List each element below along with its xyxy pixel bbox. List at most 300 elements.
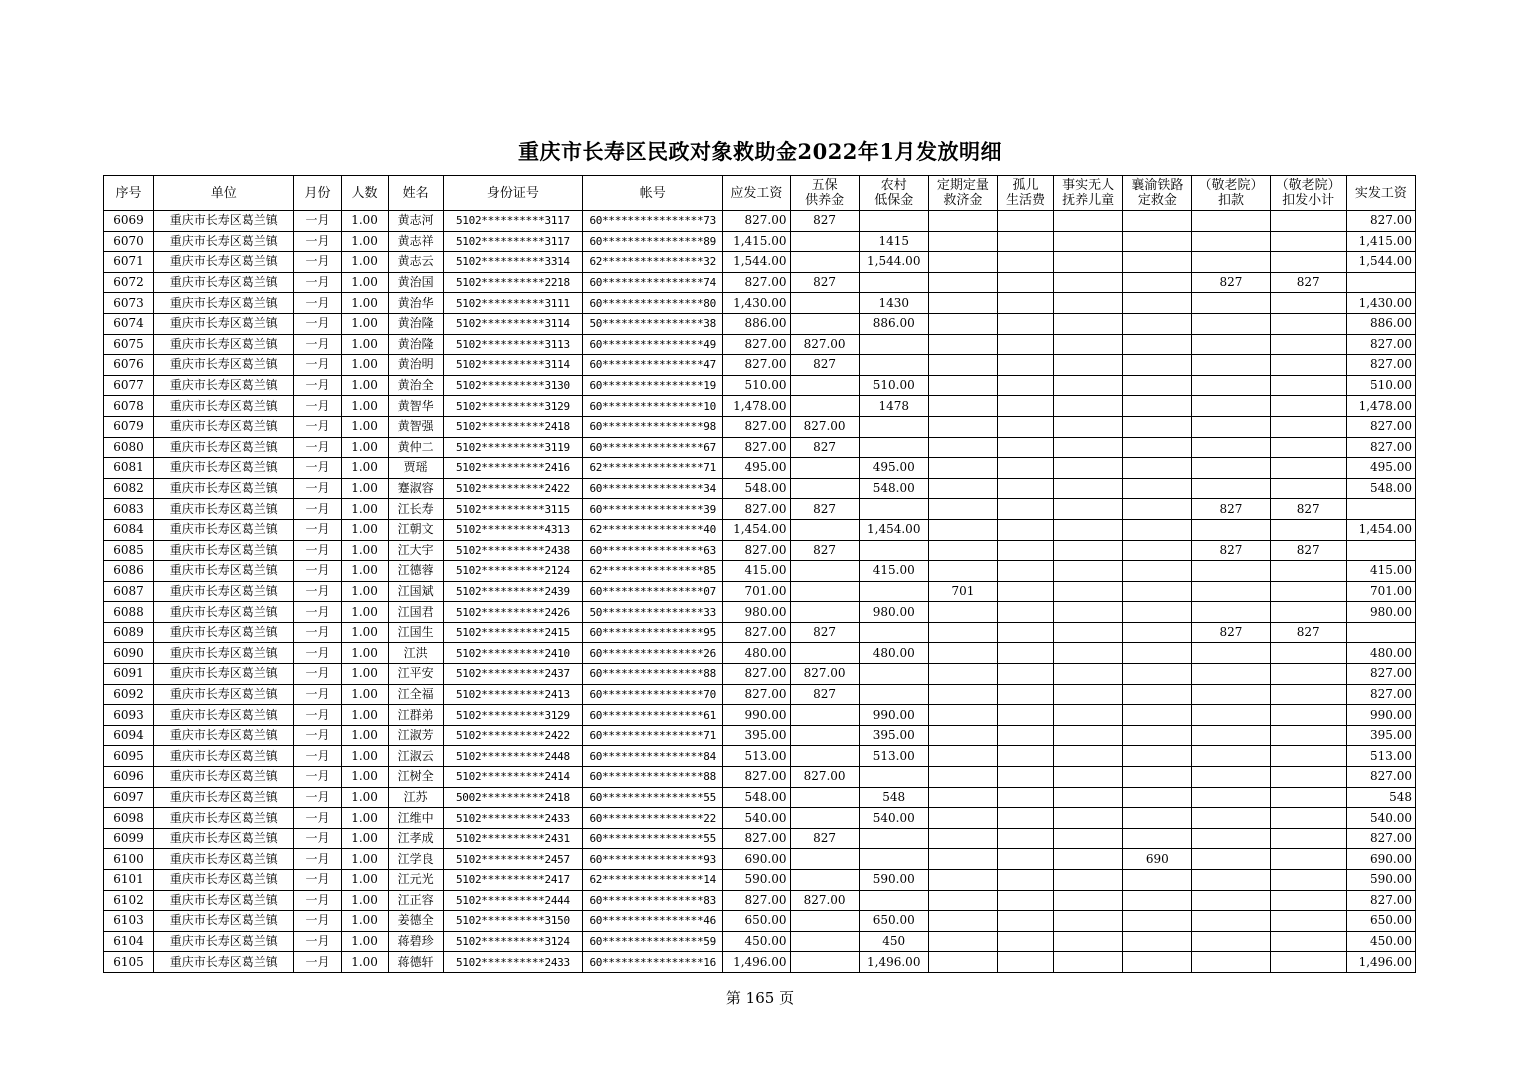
table-cell bbox=[997, 705, 1053, 726]
table-cell: 1.00 bbox=[341, 252, 388, 273]
table-cell bbox=[1054, 828, 1123, 849]
table-cell bbox=[997, 664, 1053, 685]
table-cell: 6070 bbox=[104, 231, 154, 252]
table-cell: 1,454.00 bbox=[723, 519, 790, 540]
table-cell: 1.00 bbox=[341, 684, 388, 705]
table-cell: 重庆市长寿区葛兰镇 bbox=[154, 313, 294, 334]
table-cell bbox=[997, 622, 1053, 643]
column-header: 五保 供养金 bbox=[790, 176, 859, 211]
table-cell bbox=[1270, 849, 1346, 870]
table-cell bbox=[1123, 643, 1192, 664]
table-cell bbox=[1270, 252, 1346, 273]
table-cell: 5102**********3111 bbox=[443, 293, 582, 314]
table-cell: 395.00 bbox=[1346, 725, 1415, 746]
table-cell: 黄志河 bbox=[388, 211, 443, 232]
table-cell: 5102**********2124 bbox=[443, 561, 582, 582]
table-cell: 60****************80 bbox=[583, 293, 723, 314]
table-cell: 一月 bbox=[294, 643, 341, 664]
table-cell: 827.00 bbox=[723, 416, 790, 437]
table-cell: 60****************55 bbox=[583, 828, 723, 849]
table-cell bbox=[1192, 252, 1270, 273]
table-cell bbox=[997, 231, 1053, 252]
table-cell: 重庆市长寿区葛兰镇 bbox=[154, 808, 294, 829]
table-cell: 一月 bbox=[294, 808, 341, 829]
table-cell bbox=[790, 849, 859, 870]
table-cell: 60****************63 bbox=[583, 540, 723, 561]
table-cell: 一月 bbox=[294, 211, 341, 232]
table-cell: 60****************98 bbox=[583, 416, 723, 437]
table-cell: 827.00 bbox=[790, 890, 859, 911]
table-cell bbox=[997, 581, 1053, 602]
table-cell bbox=[1192, 561, 1270, 582]
table-cell: 827.00 bbox=[723, 334, 790, 355]
table-cell: 827 bbox=[790, 622, 859, 643]
table-cell bbox=[997, 458, 1053, 479]
table-cell: 827 bbox=[790, 355, 859, 376]
table-cell: 重庆市长寿区葛兰镇 bbox=[154, 849, 294, 870]
table-cell: 450.00 bbox=[723, 931, 790, 952]
table-cell: 一月 bbox=[294, 252, 341, 273]
table-cell bbox=[1123, 808, 1192, 829]
table-cell bbox=[790, 746, 859, 767]
table-row bbox=[104, 540, 1416, 561]
table-cell bbox=[1123, 684, 1192, 705]
table-cell: 5102**********3124 bbox=[443, 931, 582, 952]
table-cell: 蒋碧珍 bbox=[388, 931, 443, 952]
table-cell: 827.00 bbox=[1346, 684, 1415, 705]
table-cell: 650.00 bbox=[1346, 911, 1415, 932]
table-cell: 827.00 bbox=[723, 664, 790, 685]
table-cell bbox=[1054, 849, 1123, 870]
table-cell: 6082 bbox=[104, 478, 154, 499]
table-cell bbox=[928, 519, 997, 540]
table-cell bbox=[1270, 293, 1346, 314]
table-cell: 一月 bbox=[294, 849, 341, 870]
table-cell bbox=[1346, 272, 1415, 293]
table-cell: 一月 bbox=[294, 952, 341, 973]
table-cell bbox=[1054, 602, 1123, 623]
table-cell: 江正容 bbox=[388, 890, 443, 911]
table-cell: 50****************38 bbox=[583, 313, 723, 334]
table-cell: 60****************10 bbox=[583, 396, 723, 417]
table-row bbox=[104, 828, 1416, 849]
table-cell bbox=[1123, 705, 1192, 726]
table-row bbox=[104, 746, 1416, 767]
table-cell bbox=[928, 540, 997, 561]
table-cell: 6088 bbox=[104, 602, 154, 623]
table-cell bbox=[1192, 211, 1270, 232]
table-row bbox=[104, 375, 1416, 396]
table-cell: 江国生 bbox=[388, 622, 443, 643]
table-cell: 548.00 bbox=[723, 478, 790, 499]
table-cell: 827.00 bbox=[723, 540, 790, 561]
table-cell bbox=[1192, 313, 1270, 334]
table-cell bbox=[790, 602, 859, 623]
table-cell: 江国君 bbox=[388, 602, 443, 623]
table-cell: 江树全 bbox=[388, 767, 443, 788]
table-cell bbox=[928, 890, 997, 911]
table-cell: 495.00 bbox=[723, 458, 790, 479]
table-cell bbox=[1123, 870, 1192, 891]
table-cell: 701.00 bbox=[1346, 581, 1415, 602]
table-cell: 480.00 bbox=[859, 643, 928, 664]
table-cell: 60****************74 bbox=[583, 272, 723, 293]
table-cell: 1.00 bbox=[341, 808, 388, 829]
table-row bbox=[104, 622, 1416, 643]
table-cell: 5102**********2431 bbox=[443, 828, 582, 849]
table-cell: 827 bbox=[1192, 622, 1270, 643]
table-cell: 60****************19 bbox=[583, 375, 723, 396]
table-cell: 1478 bbox=[859, 396, 928, 417]
table-cell bbox=[997, 252, 1053, 273]
table-cell: 1,544.00 bbox=[1346, 252, 1415, 273]
table-row bbox=[104, 313, 1416, 334]
table-cell: 6081 bbox=[104, 458, 154, 479]
table-cell bbox=[1123, 931, 1192, 952]
table-cell bbox=[1054, 746, 1123, 767]
table-cell: 827 bbox=[1270, 499, 1346, 520]
table-cell bbox=[790, 458, 859, 479]
table-cell bbox=[1054, 705, 1123, 726]
table-cell: 一月 bbox=[294, 540, 341, 561]
table-cell: 5102**********4313 bbox=[443, 519, 582, 540]
table-cell bbox=[1192, 602, 1270, 623]
table-cell bbox=[1054, 437, 1123, 458]
table-cell bbox=[1054, 355, 1123, 376]
table-cell bbox=[1123, 437, 1192, 458]
table-cell bbox=[1192, 828, 1270, 849]
table-row bbox=[104, 808, 1416, 829]
table-cell bbox=[1123, 622, 1192, 643]
table-cell: 江长寿 bbox=[388, 499, 443, 520]
table-cell bbox=[1346, 499, 1415, 520]
table-cell bbox=[1270, 231, 1346, 252]
table-cell: 690.00 bbox=[1346, 849, 1415, 870]
table-cell: 60****************67 bbox=[583, 437, 723, 458]
table-cell bbox=[1192, 767, 1270, 788]
table-cell bbox=[1192, 684, 1270, 705]
table-cell: 1.00 bbox=[341, 231, 388, 252]
table-cell: 1.00 bbox=[341, 478, 388, 499]
table-cell: 重庆市长寿区葛兰镇 bbox=[154, 437, 294, 458]
table-cell bbox=[1123, 890, 1192, 911]
table-cell: 590.00 bbox=[723, 870, 790, 891]
table-cell: 5102**********3119 bbox=[443, 437, 582, 458]
table-row bbox=[104, 952, 1416, 973]
table-cell: 黄治国 bbox=[388, 272, 443, 293]
table-row bbox=[104, 334, 1416, 355]
table-cell bbox=[928, 437, 997, 458]
table-cell: 827.00 bbox=[1346, 890, 1415, 911]
table-cell: 一月 bbox=[294, 870, 341, 891]
table-cell: 一月 bbox=[294, 581, 341, 602]
table-cell bbox=[928, 602, 997, 623]
table-cell: 黄志祥 bbox=[388, 231, 443, 252]
table-cell: 一月 bbox=[294, 746, 341, 767]
table-cell: 1,415.00 bbox=[723, 231, 790, 252]
table-cell: 江群弟 bbox=[388, 705, 443, 726]
table-cell: 5102**********2457 bbox=[443, 849, 582, 870]
table-cell bbox=[1270, 828, 1346, 849]
column-header: 帐号 bbox=[583, 176, 723, 211]
table-cell: 5102**********3129 bbox=[443, 396, 582, 417]
table-cell: 一月 bbox=[294, 272, 341, 293]
table-cell bbox=[997, 499, 1053, 520]
table-cell: 513.00 bbox=[859, 746, 928, 767]
table-row bbox=[104, 396, 1416, 417]
table-row bbox=[104, 705, 1416, 726]
table-cell: 827 bbox=[790, 437, 859, 458]
table-cell: 701.00 bbox=[723, 581, 790, 602]
table-cell: 1.00 bbox=[341, 293, 388, 314]
table-cell: 重庆市长寿区葛兰镇 bbox=[154, 643, 294, 664]
table-cell bbox=[790, 870, 859, 891]
column-header: 襄渝铁路 定救金 bbox=[1123, 176, 1192, 211]
table-cell bbox=[1192, 581, 1270, 602]
table-header-row bbox=[104, 176, 1416, 211]
table-cell bbox=[1054, 581, 1123, 602]
table-cell bbox=[928, 334, 997, 355]
table-cell: 827.00 bbox=[1346, 416, 1415, 437]
table-cell bbox=[1192, 890, 1270, 911]
table-row bbox=[104, 643, 1416, 664]
table-cell: 60****************07 bbox=[583, 581, 723, 602]
table-cell: 6087 bbox=[104, 581, 154, 602]
table-cell: 1.00 bbox=[341, 890, 388, 911]
table-cell bbox=[997, 602, 1053, 623]
table-cell: 510.00 bbox=[1346, 375, 1415, 396]
table-row bbox=[104, 211, 1416, 232]
table-cell bbox=[1270, 416, 1346, 437]
table-cell: 江洪 bbox=[388, 643, 443, 664]
table-cell: 827.00 bbox=[790, 664, 859, 685]
table-row bbox=[104, 870, 1416, 891]
table-cell: 827 bbox=[1270, 272, 1346, 293]
table-cell bbox=[1054, 787, 1123, 808]
table-cell bbox=[1054, 540, 1123, 561]
table-cell: 827.00 bbox=[723, 767, 790, 788]
table-cell bbox=[928, 725, 997, 746]
table-cell: 重庆市长寿区葛兰镇 bbox=[154, 334, 294, 355]
table-cell bbox=[1192, 931, 1270, 952]
table-cell bbox=[997, 416, 1053, 437]
table-cell: 5102**********3115 bbox=[443, 499, 582, 520]
table-cell bbox=[1123, 787, 1192, 808]
table-cell bbox=[1346, 540, 1415, 561]
table-cell: 重庆市长寿区葛兰镇 bbox=[154, 664, 294, 685]
table-cell: 60****************89 bbox=[583, 231, 723, 252]
table-cell: 5102**********2410 bbox=[443, 643, 582, 664]
table-cell bbox=[928, 458, 997, 479]
table-cell: 827 bbox=[1192, 272, 1270, 293]
table-cell: 1.00 bbox=[341, 849, 388, 870]
table-cell: 一月 bbox=[294, 396, 341, 417]
table-cell bbox=[997, 952, 1053, 973]
table-row bbox=[104, 767, 1416, 788]
table-cell: 一月 bbox=[294, 561, 341, 582]
table-cell bbox=[997, 725, 1053, 746]
table-cell: 395.00 bbox=[859, 725, 928, 746]
table-row bbox=[104, 272, 1416, 293]
table-cell bbox=[859, 272, 928, 293]
table-cell: 415.00 bbox=[723, 561, 790, 582]
table-cell: 重庆市长寿区葛兰镇 bbox=[154, 293, 294, 314]
table-cell: 黄治隆 bbox=[388, 313, 443, 334]
table-cell: 一月 bbox=[294, 787, 341, 808]
table-cell: 6089 bbox=[104, 622, 154, 643]
table-cell: 6090 bbox=[104, 643, 154, 664]
column-header: 姓名 bbox=[388, 176, 443, 211]
table-cell: 重庆市长寿区葛兰镇 bbox=[154, 931, 294, 952]
table-cell: 6074 bbox=[104, 313, 154, 334]
table-cell: 一月 bbox=[294, 519, 341, 540]
table-cell: 60****************49 bbox=[583, 334, 723, 355]
table-cell: 827 bbox=[790, 499, 859, 520]
table-cell: 江淑芳 bbox=[388, 725, 443, 746]
table-cell bbox=[928, 705, 997, 726]
table-cell: 黄仲二 bbox=[388, 437, 443, 458]
table-cell: 6086 bbox=[104, 561, 154, 582]
table-cell: 重庆市长寿区葛兰镇 bbox=[154, 746, 294, 767]
table-cell: 827 bbox=[1270, 622, 1346, 643]
table-cell: 1.00 bbox=[341, 767, 388, 788]
table-cell: 1.00 bbox=[341, 828, 388, 849]
column-header: 应发工资 bbox=[723, 176, 790, 211]
table-cell: 重庆市长寿区葛兰镇 bbox=[154, 870, 294, 891]
table-cell: 6080 bbox=[104, 437, 154, 458]
table-cell bbox=[1054, 334, 1123, 355]
table-cell bbox=[997, 540, 1053, 561]
table-cell bbox=[1123, 540, 1192, 561]
table-cell: 827.00 bbox=[723, 684, 790, 705]
table-cell bbox=[1192, 293, 1270, 314]
table-cell: 6104 bbox=[104, 931, 154, 952]
table-cell: 886.00 bbox=[859, 313, 928, 334]
table-cell: 一月 bbox=[294, 334, 341, 355]
table-row bbox=[104, 437, 1416, 458]
table-cell: 886.00 bbox=[1346, 313, 1415, 334]
table-cell bbox=[790, 952, 859, 973]
table-cell: 1,478.00 bbox=[723, 396, 790, 417]
table-cell bbox=[1270, 458, 1346, 479]
table-cell: 黄智华 bbox=[388, 396, 443, 417]
table-cell: 62****************32 bbox=[583, 252, 723, 273]
table-cell bbox=[1270, 705, 1346, 726]
table-cell: 827.00 bbox=[1346, 211, 1415, 232]
table-cell bbox=[859, 437, 928, 458]
table-cell: 5102**********2416 bbox=[443, 458, 582, 479]
table-cell: 江维中 bbox=[388, 808, 443, 829]
table-cell: 62****************14 bbox=[583, 870, 723, 891]
table-cell: 1.00 bbox=[341, 519, 388, 540]
table-cell: 一月 bbox=[294, 622, 341, 643]
table-cell bbox=[928, 952, 997, 973]
table-cell bbox=[997, 211, 1053, 232]
table-cell: 1.00 bbox=[341, 561, 388, 582]
table-cell bbox=[928, 252, 997, 273]
table-cell: 60****************70 bbox=[583, 684, 723, 705]
table-cell: 1,496.00 bbox=[1346, 952, 1415, 973]
table-cell: 1,544.00 bbox=[859, 252, 928, 273]
column-header: 身份证号 bbox=[443, 176, 582, 211]
table-cell bbox=[1123, 396, 1192, 417]
table-cell: 江淑云 bbox=[388, 746, 443, 767]
table-cell bbox=[997, 870, 1053, 891]
table-cell: 1.00 bbox=[341, 272, 388, 293]
table-cell: 5102**********3150 bbox=[443, 911, 582, 932]
table-cell: 重庆市长寿区葛兰镇 bbox=[154, 890, 294, 911]
table-cell bbox=[1192, 355, 1270, 376]
table-cell: 6075 bbox=[104, 334, 154, 355]
table-cell: 一月 bbox=[294, 725, 341, 746]
table-cell bbox=[997, 787, 1053, 808]
table-cell bbox=[997, 561, 1053, 582]
table-cell bbox=[997, 375, 1053, 396]
column-header: （敬老院） 扣款 bbox=[1192, 176, 1270, 211]
table-cell bbox=[928, 746, 997, 767]
table-cell: 990.00 bbox=[723, 705, 790, 726]
table-cell: 6091 bbox=[104, 664, 154, 685]
table-cell bbox=[1192, 519, 1270, 540]
table-cell: 1.00 bbox=[341, 787, 388, 808]
table-cell: 548.00 bbox=[723, 787, 790, 808]
table-cell bbox=[1054, 622, 1123, 643]
table-cell bbox=[997, 643, 1053, 664]
table-cell: 1,415.00 bbox=[1346, 231, 1415, 252]
column-header: 单位 bbox=[154, 176, 294, 211]
table-cell bbox=[997, 519, 1053, 540]
table-cell: 480.00 bbox=[1346, 643, 1415, 664]
table-cell: 690 bbox=[1123, 849, 1192, 870]
table-cell: 重庆市长寿区葛兰镇 bbox=[154, 519, 294, 540]
table-cell bbox=[997, 313, 1053, 334]
table-cell bbox=[997, 293, 1053, 314]
table-cell: 827.00 bbox=[1346, 767, 1415, 788]
table-cell: 1430 bbox=[859, 293, 928, 314]
table-cell bbox=[1123, 767, 1192, 788]
table-cell: 1.00 bbox=[341, 396, 388, 417]
table-cell: 江平安 bbox=[388, 664, 443, 685]
table-cell: 5102**********2218 bbox=[443, 272, 582, 293]
table-cell bbox=[1270, 890, 1346, 911]
table-cell bbox=[1270, 519, 1346, 540]
table-cell: 6073 bbox=[104, 293, 154, 314]
table-cell: 480.00 bbox=[723, 643, 790, 664]
table-cell bbox=[928, 931, 997, 952]
table-cell: 江孝成 bbox=[388, 828, 443, 849]
table-cell: 5102**********3113 bbox=[443, 334, 582, 355]
table-cell bbox=[1270, 725, 1346, 746]
table-cell: 5102**********2444 bbox=[443, 890, 582, 911]
table-cell bbox=[1054, 313, 1123, 334]
table-cell bbox=[1123, 272, 1192, 293]
table-cell: 重庆市长寿区葛兰镇 bbox=[154, 355, 294, 376]
table-cell: 蒋德轩 bbox=[388, 952, 443, 973]
table-cell bbox=[1270, 355, 1346, 376]
table-cell: 5102**********3117 bbox=[443, 231, 582, 252]
table-cell bbox=[1192, 808, 1270, 829]
table-cell: 1.00 bbox=[341, 437, 388, 458]
table-cell bbox=[997, 767, 1053, 788]
table-cell: 827 bbox=[1192, 540, 1270, 561]
table-cell: 650.00 bbox=[723, 911, 790, 932]
table-cell: 990.00 bbox=[859, 705, 928, 726]
table-cell: 1.00 bbox=[341, 355, 388, 376]
table-cell: 一月 bbox=[294, 478, 341, 499]
table-cell bbox=[1270, 643, 1346, 664]
table-cell: 重庆市长寿区葛兰镇 bbox=[154, 416, 294, 437]
table-cell: 510.00 bbox=[723, 375, 790, 396]
